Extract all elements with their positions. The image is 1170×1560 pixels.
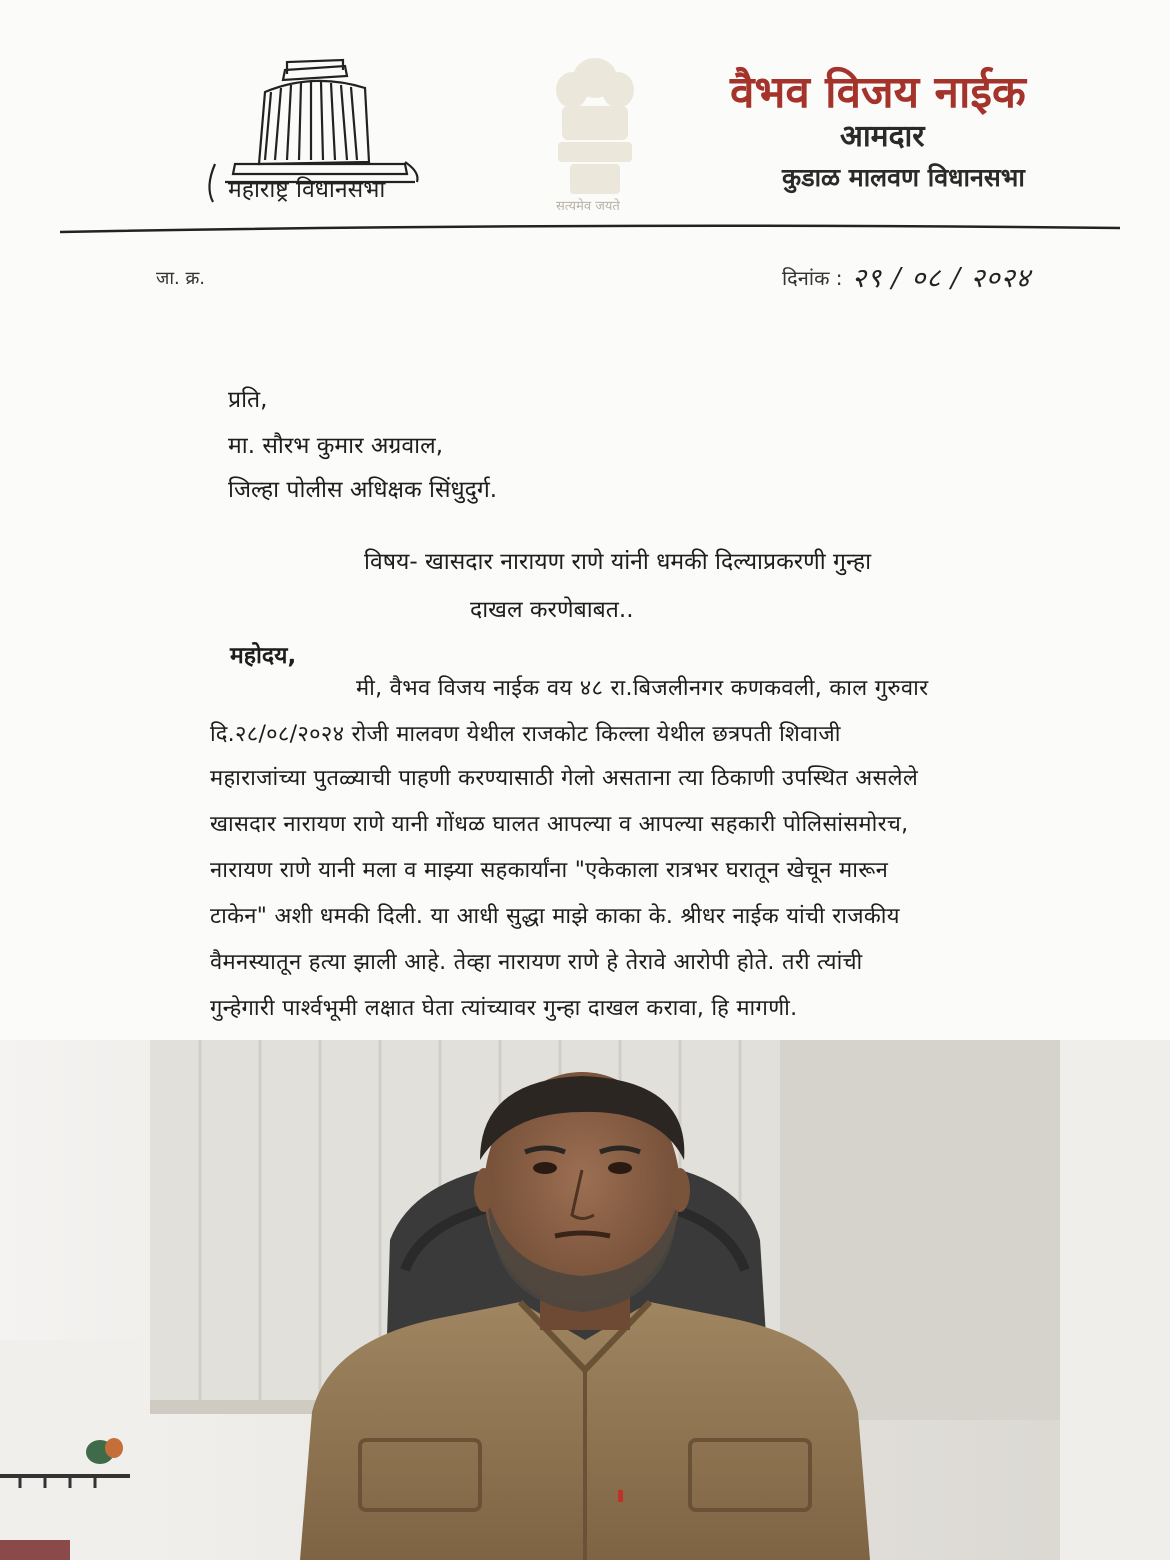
letterhead-divider xyxy=(60,218,1120,240)
body-line: मी, वैभव विजय नाईक वय ४८ रा.बिजलीनगर कणकवली, काल गुरुवार xyxy=(356,676,929,701)
body-line: गुन्हेगारी पार्श्वभूमी लक्षात घेता त्यांच्यावर गुन्हा दाखल करावा, हि मागणी. xyxy=(210,996,798,1021)
emblem-caption: सत्यमेव जयते xyxy=(556,199,620,214)
mla-name: वैभव विजय नाईक xyxy=(730,67,1026,118)
assembly-name: महाराष्ट्र विधानसभा xyxy=(228,177,386,203)
date-label: दिनांक : xyxy=(782,266,843,290)
ashoka-emblem xyxy=(540,48,650,218)
date-value: २९ / ०८ / २०२४ xyxy=(852,263,1031,294)
speaker-photo xyxy=(0,1040,1170,1560)
address-to: प्रति, xyxy=(228,387,268,413)
subject-line-2: दाखल करणेबाबत.. xyxy=(470,597,634,623)
recipient-name: मा. सौरभ कुमार अग्रवाल, xyxy=(228,433,444,459)
subject-line-1: विषय- खासदार नारायण राणे यांनी धमकी दिल्याप्रकरणी गुन्हा xyxy=(364,549,872,575)
body-line: महाराजांच्या पुतळ्याची पाहणी करण्यासाठी गेलो असताना त्या ठिकाणी उपस्थित असलेले xyxy=(210,766,919,791)
reference-number-label: जा. क्र. xyxy=(156,268,206,289)
body-line: वैमनस्यातून हत्या झाली आहे. तेव्हा नारायण राणे हे तेरावे आरोपी होते. तरी त्यांची xyxy=(210,950,863,975)
speaker-photo-illustration xyxy=(0,1040,1170,1560)
mla-constituency: कुडाळ मालवण विधानसभा xyxy=(782,163,1025,192)
body-line: टाकेन" अशी धमकी दिली. या आधी सुद्धा माझे काका के. श्रीधर नाईक यांची राजकीय xyxy=(210,904,900,929)
mla-title: आमदार xyxy=(840,119,925,154)
recipient-post: जिल्हा पोलीस अधिक्षक सिंधुदुर्ग. xyxy=(228,477,498,503)
body-line: खासदार नारायण राणे यानी गोंधळ घालत आपल्या व आपल्या सहकारी पोलिसांसमोरच, xyxy=(210,812,909,837)
greeting: महोदय, xyxy=(230,643,297,669)
body-line: दि.२८/०८/२०२४ रोजी मालवण येथील राजकोट किल्ला येथील छत्रपती शिवाजी xyxy=(210,722,841,747)
body-line: नारायण राणे यानी मला व माझ्या सहकार्यांना "एकेकाला रात्रभर घरातून खेचून मारून xyxy=(210,858,889,883)
